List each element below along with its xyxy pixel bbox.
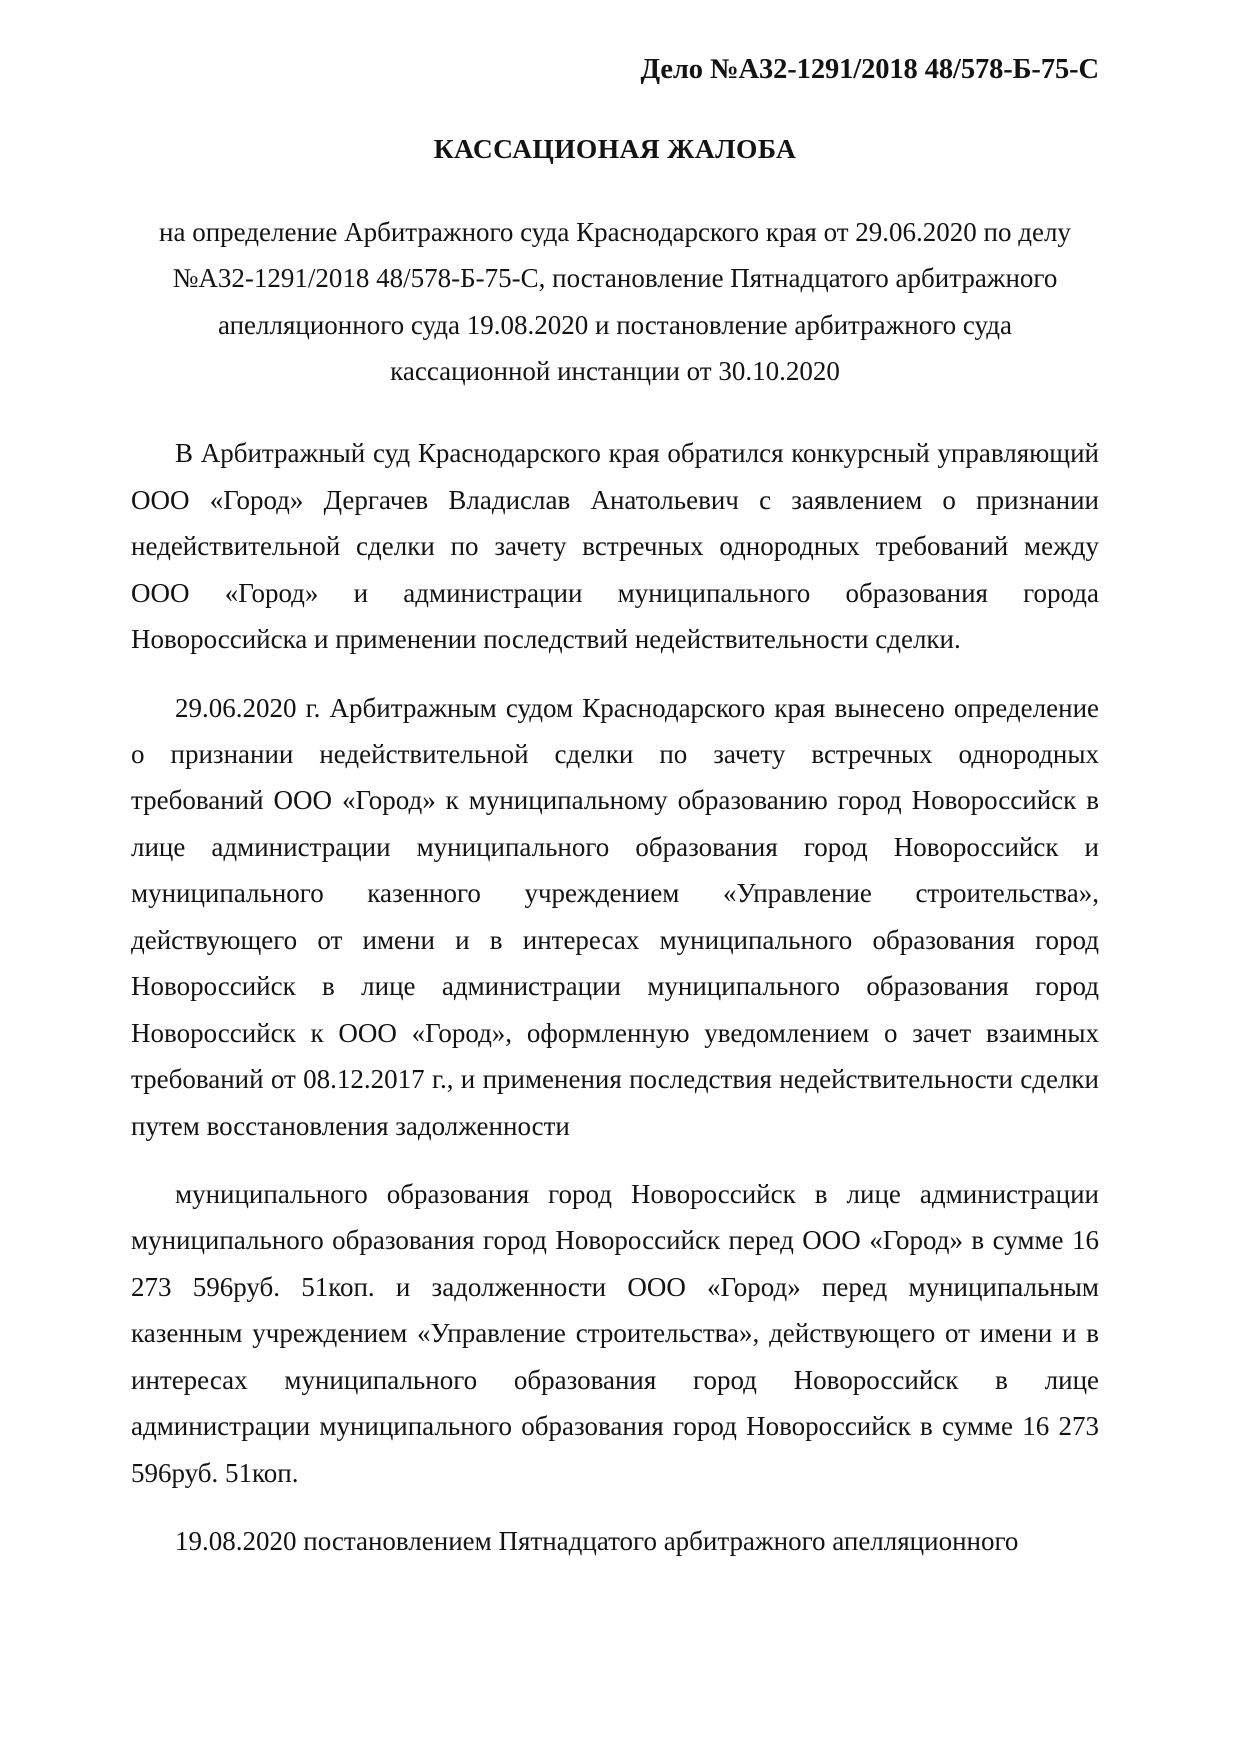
body-paragraph-2: 29.06.2020 г. Арбитражным судом Краснодарского края вынесено определение о признании недействительной сделки по зачету встречных однородных требований ООО «Город» к муниципальному образованию город Новороссийск в лице администрации муниципального образования город Новороссийск и муниципального казенного учреждением «Управление строительства», действующего от имени и в интересах муниципального образования город Новороссийск в лице администрации муниципального образования город Новороссийск к ООО «Город», оформленную уведомлением о зачет взаимных требований от 08.12.2017 г., и применения последствия недействительности сделки путем восстановления задолженности [131,692,1099,1141]
subtitle-line-4: кассационной инстанции от 30.10.2020 [390,355,840,386]
page-title: КАССАЦИОНАЯ ЖАЛОБА [433,132,797,164]
subtitle-line-3: апелляционного суда 19.08.2020 и постановление арбитражного суда [217,309,1013,340]
subtitle-line-2: №А32-1291/2018 48/578-Б-75-С, постановление Пятнадцатого арбитражного [172,263,1058,294]
subtitle-line-1: на определение Арбитражного суда Краснодарского края от 29.06.2020 по делу [159,216,1071,247]
body-paragraph-4: 19.08.2020 постановлением Пятнадцатого арбитражного апелляционного [175,1526,1019,1556]
subtitle-block [131,209,1099,395]
case-number-header: Дело №А32-1291/2018 48/578-Б-75-С [640,54,1099,85]
body-paragraph-3: муниципального образования город Новороссийск в лице администрации муниципального образования город Новороссийск перед ООО «Город» в сумме 16 273 596руб. 51коп. и задолженности ООО «Город» перед муниципальным казенным учреждением «Управление строительства», действующего от имени и в интересах муниципального образования город Новороссийск в лице администрации муниципального образования город Новороссийск в сумме 16 273 596руб. 51коп. [131,1178,1099,1488]
body-paragraph-1: В Арбитражный суд Краснодарского края обратился конкурсный управляющий ООО «Город» Дергачев Владислав Анатольевич с заявлением о признании недействительной сделки по зачету встречных однородных требований между ООО «Город» и администрации муниципального образования города Новороссийска и применении последствий недействительности сделки. [131,438,1099,655]
